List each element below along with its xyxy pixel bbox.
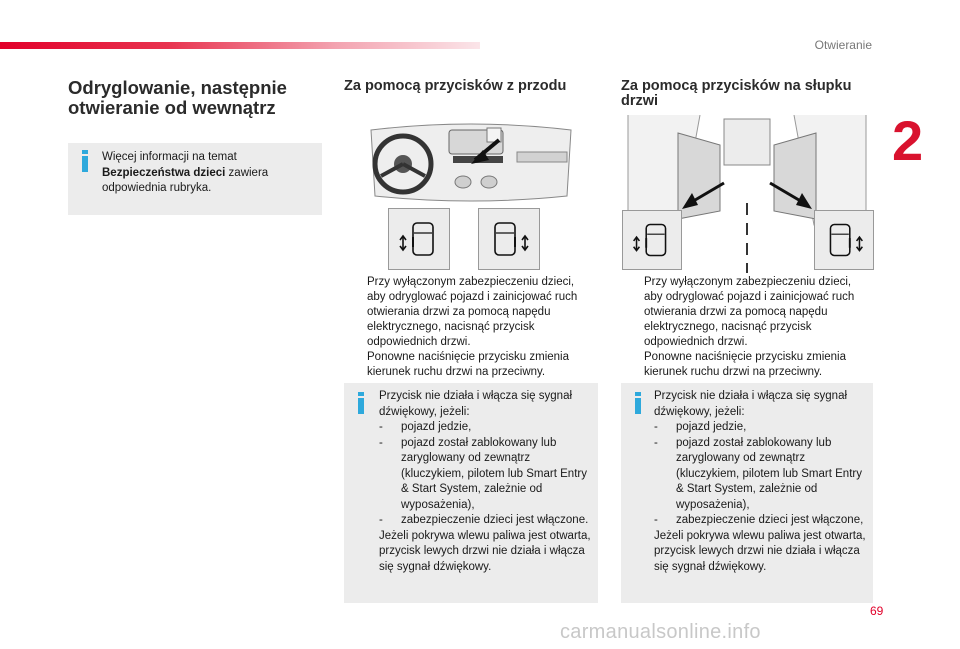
- pillar-instructions: [621, 275, 871, 380]
- info-icon: [354, 392, 368, 414]
- dashboard-illustration: [367, 120, 575, 204]
- page-title: Odryglowanie, następnie otwieranie od wewnątrz: [68, 77, 287, 118]
- pillar-door-button-right[interactable]: [814, 210, 874, 270]
- chapter-number: 2: [892, 109, 924, 172]
- front-buttons-heading: Za pomocą przycisków z przodu: [344, 78, 567, 94]
- list-item: - pojazd jedzie,: [379, 421, 472, 433]
- list-item: Przy wyłączonym zabezpieczeniu dzieci, aby odryglować pojazd i zainicjować ruch otwierania drzwi za pomocą napędu elektrycznego, nacisnąć przycisk odpowiednich drzwi.: [644, 276, 855, 348]
- door-button-right-icon: [815, 211, 873, 269]
- child-safety-note: Więcej informacji na temat Bezpieczeństwa dzieci zawiera odpowiednia rubryka.: [68, 143, 322, 215]
- door-button-left-icon: [623, 211, 681, 269]
- list-item: - pojazd został zablokowany lub zaryglowany od zewnątrz (kluczykiem, pilotem lub Smart Entry & Start System, zależnie od wyposażenia),: [654, 436, 862, 511]
- front-instructions: [344, 275, 594, 380]
- pillar-door-button-left[interactable]: [622, 210, 682, 270]
- info-icon: [631, 392, 645, 414]
- list-item: Ponowne naciśnięcie przycisku zmienia kierunek ruchu drzwi na przeciwny.: [644, 351, 846, 378]
- page-number: 69: [870, 604, 884, 618]
- list-item: - zabezpieczenie dzieci jest włączone,: [654, 514, 864, 526]
- front-warning-note: Przycisk nie działa i włącza się sygnał dźwiękowy, jeżeli: - pojazd jedzie, - pojazd został zablokowany lub zaryglowany od zewnątrz (kluczykiem, pilotem lub Smart Entry & Start System, zależnie od wyposażenia), - zabezpieczenie dzieci jest włączone. Jeżeli pokrywa wlewu paliwa jest otwarta, przycisk lewych drzwi nie działa i włącza się sygnał dźwiękowy.: [344, 383, 598, 603]
- door-button-right-icon: [479, 209, 539, 269]
- header-accent-bar: [0, 42, 480, 49]
- door-button-left-icon: [389, 209, 449, 269]
- list-item: Przy wyłączonym zabezpieczeniu dzieci, aby odryglować pojazd i zainicjować ruch otwierania drzwi za pomocą napędu elektrycznego, nacisnąć przycisk odpowiednich drzwi.: [367, 276, 578, 348]
- list-item: Ponowne naciśnięcie przycisku zmienia kierunek ruchu drzwi na przeciwny.: [367, 351, 569, 378]
- pillar-buttons-heading: Za pomocą przycisków na słupku drzwi: [621, 78, 852, 109]
- child-safety-link[interactable]: Bezpieczeństwa dzieci: [102, 166, 226, 179]
- pillar-warning-note: Przycisk nie działa i włącza się sygnał dźwiękowy, jeżeli: - pojazd jedzie, - pojazd został zablokowany lub zaryglowany od zewnątrz (kluczykiem, pilotem lub Smart Entry & Start System, zależnie od wyposażenia), - zabezpieczenie dzieci jest włączone, Jeżeli pokrywa wlewu paliwa jest otwarta, przycisk lewych drzwi nie działa i włącza się sygnał dźwiękowy.: [621, 383, 873, 603]
- front-door-button-left[interactable]: [388, 208, 450, 270]
- list-item: - pojazd został zablokowany lub zaryglowany od zewnątrz (kluczykiem, pilotem lub Smart Entry & Start System, zależnie od wyposażenia),: [379, 436, 587, 511]
- list-item: - pojazd jedzie,: [654, 421, 747, 433]
- front-door-button-right[interactable]: [478, 208, 540, 270]
- watermark: carmanualsonline.info: [560, 621, 761, 643]
- info-icon: [78, 150, 92, 172]
- section-label: Otwieranie: [814, 38, 872, 52]
- list-item: - zabezpieczenie dzieci jest włączone.: [379, 514, 589, 526]
